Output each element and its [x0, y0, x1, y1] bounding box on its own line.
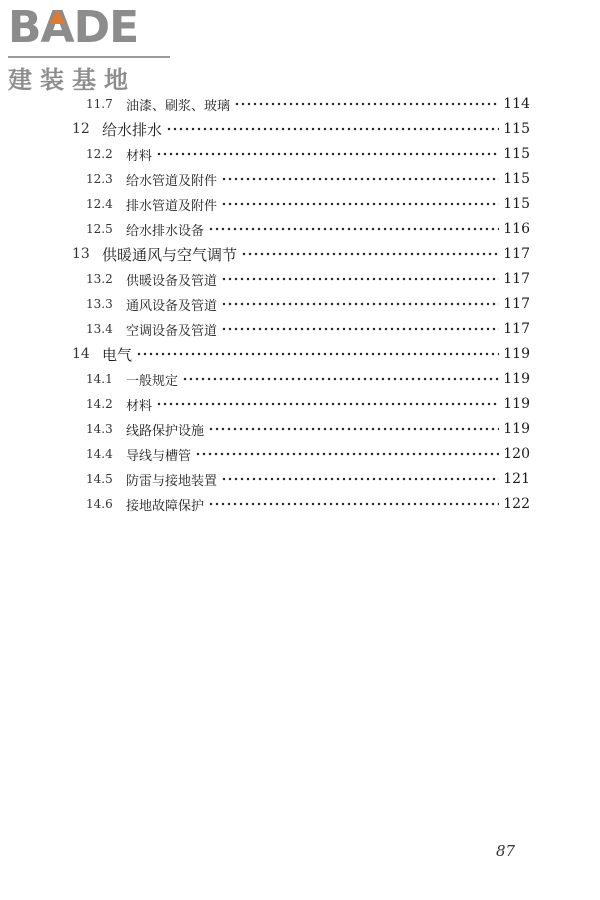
toc-entry-title: 供暖通风与空气调节 [102, 245, 238, 264]
dot-leader [208, 501, 499, 507]
dot-leader [182, 376, 499, 382]
toc-entry-page: 119 [503, 371, 530, 387]
toc-entry-page: 116 [503, 221, 530, 237]
toc-entry-number: 13 [72, 246, 90, 262]
dot-leader [221, 276, 499, 282]
toc-entry-title: 接地故障保护 [126, 498, 205, 514]
dot-leader [136, 351, 499, 357]
toc-entry-title: 给水排水 [102, 120, 163, 139]
toc-row[interactable] [86, 167, 530, 191]
dot-leader [241, 251, 499, 257]
page-number: 87 [496, 842, 516, 860]
toc-entry-number: 13.3 [86, 297, 113, 311]
toc-entry-page: 115 [503, 146, 530, 162]
toc-entry-number: 12 [72, 121, 90, 137]
toc-entry-number: 12.4 [86, 197, 113, 211]
toc-entry-number: 12.2 [86, 147, 113, 161]
dot-leader [221, 476, 499, 482]
toc-entry-title: 防雷与接地装置 [126, 473, 218, 489]
toc-row[interactable] [86, 317, 530, 341]
toc-entry-title: 通风设备及管道 [126, 298, 218, 314]
dot-leader [221, 201, 499, 207]
toc-row[interactable] [86, 192, 530, 216]
toc-entry-page: 117 [503, 246, 530, 262]
logo-subtitle: 建装基地 [8, 66, 136, 94]
toc-entry-title: 给水管道及附件 [126, 173, 218, 189]
toc-entry-title: 一般规定 [126, 373, 179, 389]
dot-leader [166, 126, 499, 132]
toc-row[interactable] [86, 467, 530, 491]
toc-row[interactable] [86, 217, 530, 241]
toc-row[interactable] [86, 442, 530, 466]
toc-entry-page: 115 [503, 171, 530, 187]
toc-row[interactable] [86, 367, 530, 391]
toc-entry-number: 14.4 [86, 447, 113, 461]
toc-entry-page: 121 [503, 471, 530, 487]
toc-entry-page: 114 [503, 96, 530, 112]
dot-leader [156, 401, 499, 407]
bade-logo [8, 4, 178, 94]
toc-entry-title: 供暖设备及管道 [126, 273, 218, 289]
dot-leader [221, 301, 499, 307]
toc-row[interactable] [86, 267, 530, 291]
dot-leader [234, 101, 499, 107]
toc-entry-page: 119 [503, 396, 530, 412]
toc-entry-page: 120 [503, 446, 530, 462]
toc-entry-title: 材料 [126, 398, 153, 414]
toc-entry-page: 119 [503, 421, 530, 437]
toc-row[interactable] [86, 417, 530, 441]
toc-row[interactable] [86, 292, 530, 316]
toc-entry-title: 给水排水设备 [126, 223, 205, 239]
toc-row[interactable] [86, 392, 530, 416]
toc-entry-number: 14.3 [86, 422, 113, 436]
toc-entry-number: 14 [72, 346, 90, 362]
toc-entry-title: 空调设备及管道 [126, 323, 218, 339]
toc-entry-title: 材料 [126, 148, 153, 164]
toc-entry-number: 14.5 [86, 472, 113, 486]
toc-row[interactable] [86, 492, 530, 516]
toc-row[interactable] [72, 342, 530, 366]
toc-entry-page: 117 [503, 321, 530, 337]
dot-leader [156, 151, 499, 157]
toc-entry-page: 117 [503, 271, 530, 287]
toc-row[interactable] [86, 142, 530, 166]
toc-row[interactable] [86, 92, 530, 116]
logo-accent-triangle [50, 10, 66, 24]
dot-leader [195, 451, 499, 457]
toc-entry-title: 油漆、刷浆、玻璃 [126, 98, 231, 114]
toc-entry-number: 14.6 [86, 497, 113, 511]
dot-leader [221, 176, 499, 182]
toc-entry-title: 导线与槽管 [126, 448, 192, 464]
toc-entry-page: 115 [503, 121, 530, 137]
toc-entry-number: 12.3 [86, 172, 113, 186]
logo-divider [8, 56, 170, 58]
toc-entry-page: 115 [503, 196, 530, 212]
toc-entry-title: 线路保护设施 [126, 423, 205, 439]
dot-leader [208, 426, 499, 432]
dot-leader [221, 326, 499, 332]
toc-entry-page: 122 [503, 496, 530, 512]
toc-entry-number: 13.4 [86, 322, 113, 336]
toc-entry-page: 119 [503, 346, 530, 362]
toc-row[interactable] [72, 117, 530, 141]
toc-row[interactable] [72, 242, 530, 266]
toc-entry-number: 11.7 [86, 97, 113, 111]
toc-entry-number: 12.5 [86, 222, 113, 236]
toc-entry-number: 14.2 [86, 397, 113, 411]
toc-entry-number: 14.1 [86, 372, 113, 386]
toc-entry-title: 排水管道及附件 [126, 198, 218, 214]
toc-entry-title: 电气 [102, 345, 133, 364]
logo-wordmark: BA DE [8, 2, 139, 53]
dot-leader [208, 226, 499, 232]
toc-entry-page: 117 [503, 296, 530, 312]
toc-entry-number: 13.2 [86, 272, 113, 286]
